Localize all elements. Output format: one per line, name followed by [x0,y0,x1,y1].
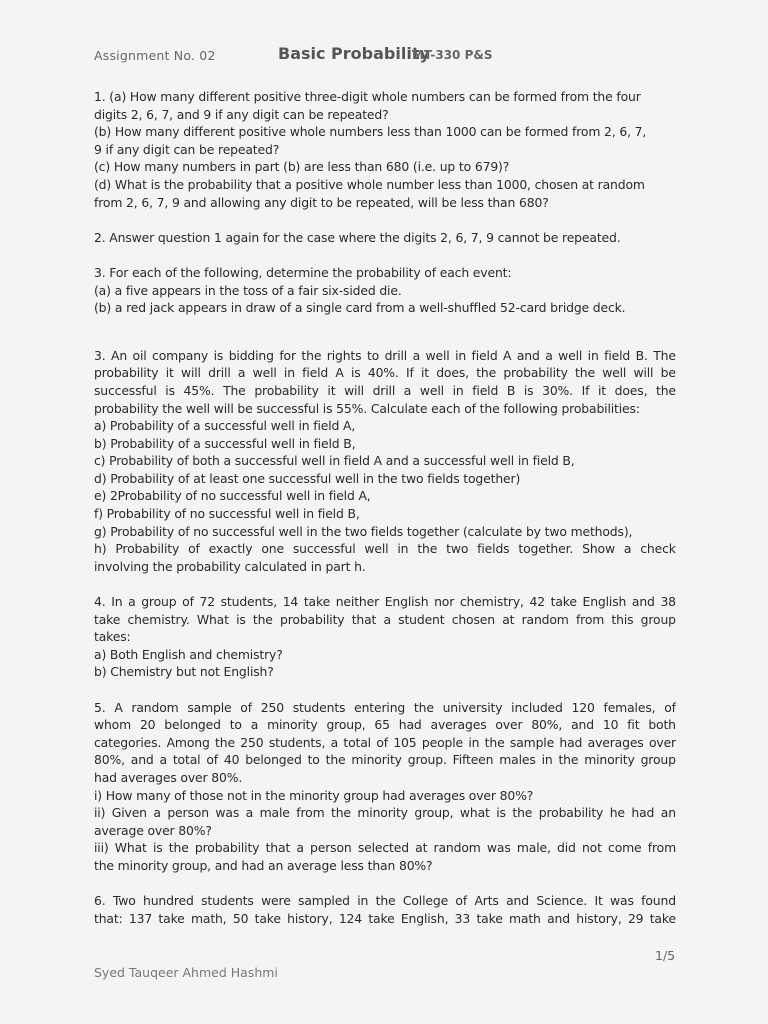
page-number: 1/5 [655,948,676,963]
text-line: ii) Given a person was a male from the minority group, what is the probability he had an [94,805,676,821]
text-line: g) Probability of no successful well in the two fields together (calculate by two methods), [94,523,633,539]
text-line: a) Probability of a successful well in field A, [94,418,356,434]
text-line: categories. Among the 250 students, a total of 105 people in the sample had averages over [94,734,676,750]
page-header [94,44,676,68]
text-line: e) 2Probability of no successful well in field A, [94,488,371,504]
text-line: 1. (a) How many different positive three-digit whole numbers can be formed from the four [94,89,641,104]
text-line: 3. An oil company is bidding for the rights to drill a well in field A and a well in field B. The [94,347,676,363]
text-line: h) Probability of exactly one successful well in the two fields together. Show a check [94,541,676,557]
text-line: from 2, 6, 7, 9 and allowing any digit to be repeated, will be less than 680? [94,194,549,210]
text-line: probability the well will be successful is 55%. Calculate each of the following probabilities: [94,400,640,416]
text-line: 2. Answer question 1 again for the case where the digits 2, 6, 7, 9 cannot be repeated. [94,229,621,245]
paragraph-gap [94,875,676,893]
text-line: d) Probability of at least one successful well in the two fields together) [94,470,521,486]
paragraph-gap [94,246,676,264]
text-line: (d) What is the probability that a positive whole number less than 1000, chosen at random [94,176,645,192]
paragraph-gap [94,575,676,593]
paragraph-gap [94,317,676,347]
course-code: MT-330 P&S [412,48,493,62]
text-line: probability it will drill a well in field A is 40%. If it does, the probability the well will be [94,365,676,381]
text-line: 6. Two hundred students were sampled in the College of Arts and Science. It was found [94,893,676,909]
text-line: average over 80%? [94,822,212,838]
text-line: b) Chemistry but not English? [94,664,274,680]
text-line: iii) What is the probability that a person selected at random was male, did not come from [94,840,676,856]
document-title: Basic Probability [278,44,430,63]
text-line: takes: [94,629,131,645]
text-line: (c) How many numbers in part (b) are less than 680 (i.e. up to 679)? [94,159,510,175]
text-line: f) Probability of no successful well in field B, [94,506,360,522]
text-line: take chemistry. What is the probability that a student chosen at random from this group [94,611,676,627]
text-line: successful is 45%. The probability it will drill a well in field B is 30%. If it does, the [94,382,676,398]
text-line: whom 20 belonged to a minority group, 65 had averages over 80%, and 10 fit both [94,717,676,733]
text-line: 4. In a group of 72 students, 14 take neither English nor chemistry, 42 take English and 38 [94,594,676,610]
text-line: i) How many of those not in the minority group had averages over 80%? [94,787,534,803]
text-line: the minority group, and had an average less than 80%? [94,857,433,873]
text-line: that: 137 take math, 50 take history, 124 take English, 33 take math and history, 29 take [94,910,676,926]
document-body [94,88,676,927]
text-line: 5. A random sample of 250 students entering the university included 120 females, of [94,699,676,715]
text-line: c) Probability of both a successful well in field A and a successful well in field B, [94,453,575,469]
text-line: a) Both English and chemistry? [94,646,283,662]
text-line: had averages over 80%. [94,769,243,785]
text-line: (b) a red jack appears in draw of a single card from a well-shuffled 52-card bridge deck. [94,300,626,316]
text-line: 80%, and a total of 40 belonged to the minority group. Fifteen males in the minority group [94,752,676,768]
text-line: b) Probability of a successful well in field B, [94,435,356,451]
paragraph-gap [94,681,676,699]
text-line: (b) How many different positive whole numbers less than 1000 can be formed from 2, 6, 7, [94,124,647,140]
text-line: (a) a five appears in the toss of a fair six-sided die. [94,282,402,298]
page-footer: Syed Tauqeer Ahmed Hashmi [94,965,278,980]
paragraph-gap [94,211,676,229]
text-line: 9 if any digit can be repeated? [94,141,280,157]
text-line: 3. For each of the following, determine the probability of each event: [94,264,512,280]
assignment-label: Assignment No. 02 [94,48,216,63]
text-line: digits 2, 6, 7, and 9 if any digit can be repeated? [94,106,389,122]
text-line: involving the probability calculated in part h. [94,558,366,574]
